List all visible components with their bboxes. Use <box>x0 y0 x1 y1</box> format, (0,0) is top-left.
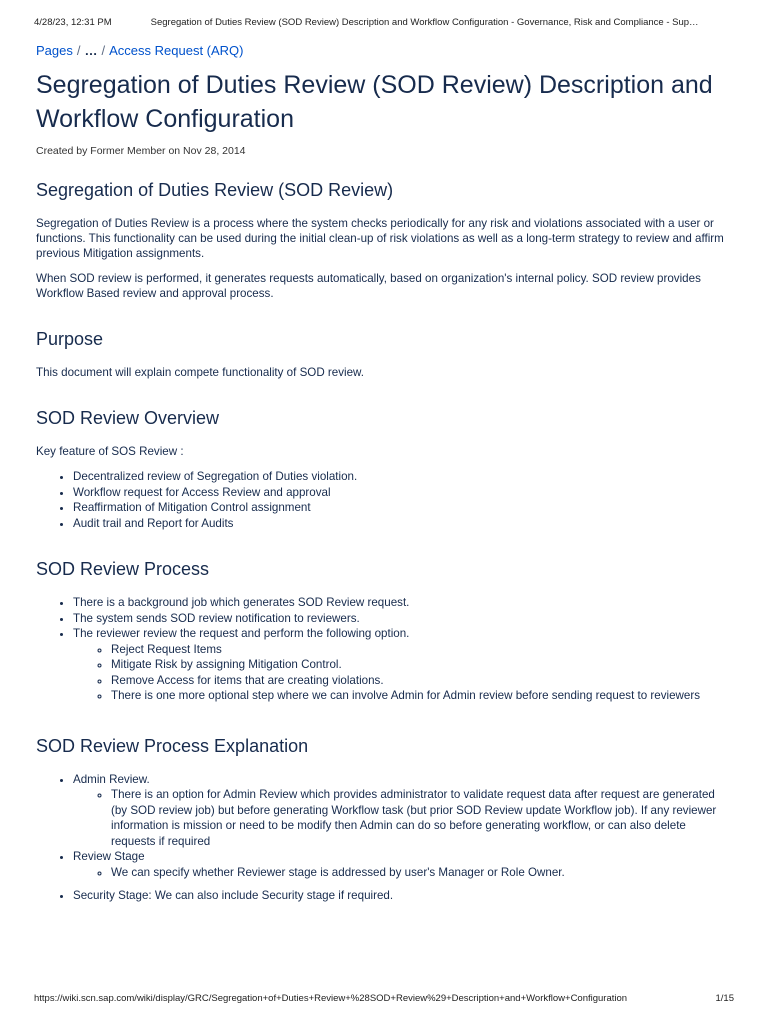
list-item <box>73 772 732 850</box>
section-process-explanation <box>36 734 732 904</box>
list-item: • Reaffirmation of Mitigation Control assignment <box>73 500 732 516</box>
print-url: https://wiki.scn.sap.com/wiki/display/GRC/Segregation+of+Duties+Review+%28SOD+Review%29+Description+and+Workflow+Configuration <box>34 993 628 1004</box>
feature-list <box>36 469 732 531</box>
list-item: ◦ There is one more optional step where we can involve Admin for Admin review before sending request to reviewers <box>111 688 732 704</box>
section-purpose <box>36 327 732 380</box>
review-detail-list <box>73 865 732 881</box>
section-process <box>36 557 732 704</box>
page-byline: Created by Former Member on Nov 28, 2014 <box>36 145 246 157</box>
list-item: • There is a background job which generates SOD Review request. <box>73 595 732 611</box>
list-item: ◦ Mitigate Risk by assigning Mitigation Control. <box>111 657 732 673</box>
list-item: • Decentralized review of Segregation of Duties violation. <box>73 469 732 485</box>
section-overview <box>36 406 732 531</box>
page-title: Segregation of Duties Review (SOD Review) Description and Workflow Configuration <box>36 71 713 133</box>
section-heading: SOD Review Overview <box>36 408 220 428</box>
list-item: ◦ Remove Access for items that are creating violations. <box>111 673 732 689</box>
option-list <box>73 642 732 704</box>
process-list <box>36 595 732 704</box>
breadcrumb-ellipsis[interactable]: … <box>84 43 98 58</box>
print-footer <box>34 993 734 1004</box>
section-heading: SOD Review Process <box>36 559 210 579</box>
list-item: ◦ There is an option for Admin Review which provides administrator to validate request data after request are generated (by SOD review job) but before generating Workflow task (but prior SOD Review update Workflow job). If any reviewer information is mission or need to be modify then Admin can do so before generating workflow, or can also delete requests if required <box>111 787 732 849</box>
print-datetime: 4/28/23, 12:31 PM <box>34 17 112 28</box>
list-item: • The system sends SOD review notification to reviewers. <box>73 611 732 627</box>
paragraph: Key feature of SOS Review : <box>36 445 184 458</box>
paragraph: When SOD review is performed, it generates requests automatically, based on organization's internal policy. SOD review provides Workflow Based review and approval process. <box>36 272 701 300</box>
list-item: • Workflow request for Access Review and approval <box>73 485 732 501</box>
list-item-text: Admin Review. <box>73 772 150 786</box>
list-item: • Audit trail and Report for Audits <box>73 516 732 532</box>
section-heading: Segregation of Duties Review (SOD Review) <box>36 180 394 200</box>
print-header <box>34 17 734 28</box>
section-sod-review <box>36 178 732 301</box>
list-item <box>73 849 732 880</box>
paragraph: This document will explain compete functionality of SOD review. <box>36 366 364 379</box>
explanation-list <box>36 772 732 904</box>
breadcrumb-separator: / <box>76 43 81 58</box>
section-heading: SOD Review Process Explanation <box>36 735 309 756</box>
breadcrumb <box>36 43 244 58</box>
section-heading: Purpose <box>36 329 104 349</box>
list-item-text: Review Stage <box>73 850 145 863</box>
list-item: ◦ Reject Request Items <box>111 642 732 658</box>
breadcrumb-separator: / <box>101 43 106 58</box>
list-item-text: The reviewer review the request and perform the following option. <box>73 627 410 640</box>
admin-detail-list <box>73 787 732 849</box>
paragraph: Segregation of Duties Review is a process where the system checks periodically for any risk and violations associated with a user or functions. This functionality can be used during the initial clean-up of risk violations as well as a long-term strategy to review and affirm previous Mitigation assignments. <box>36 217 724 260</box>
print-doc-title: Segregation of Duties Review (SOD Review) Description and Workflow Configuration - Governance, Risk and Compliance - Sup… <box>150 17 699 28</box>
list-item: ◦ We can specify whether Reviewer stage is addressed by user's Manager or Role Owner. <box>111 865 732 881</box>
breadcrumb-parent-link[interactable]: Access Request (ARQ) <box>109 43 244 58</box>
list-item <box>73 626 732 704</box>
page-content <box>36 178 732 922</box>
breadcrumb-pages-link[interactable]: Pages <box>36 43 73 58</box>
page-number: 1/15 <box>715 993 734 1004</box>
list-item: • Security Stage: We can also include Security stage if required. <box>73 888 732 904</box>
